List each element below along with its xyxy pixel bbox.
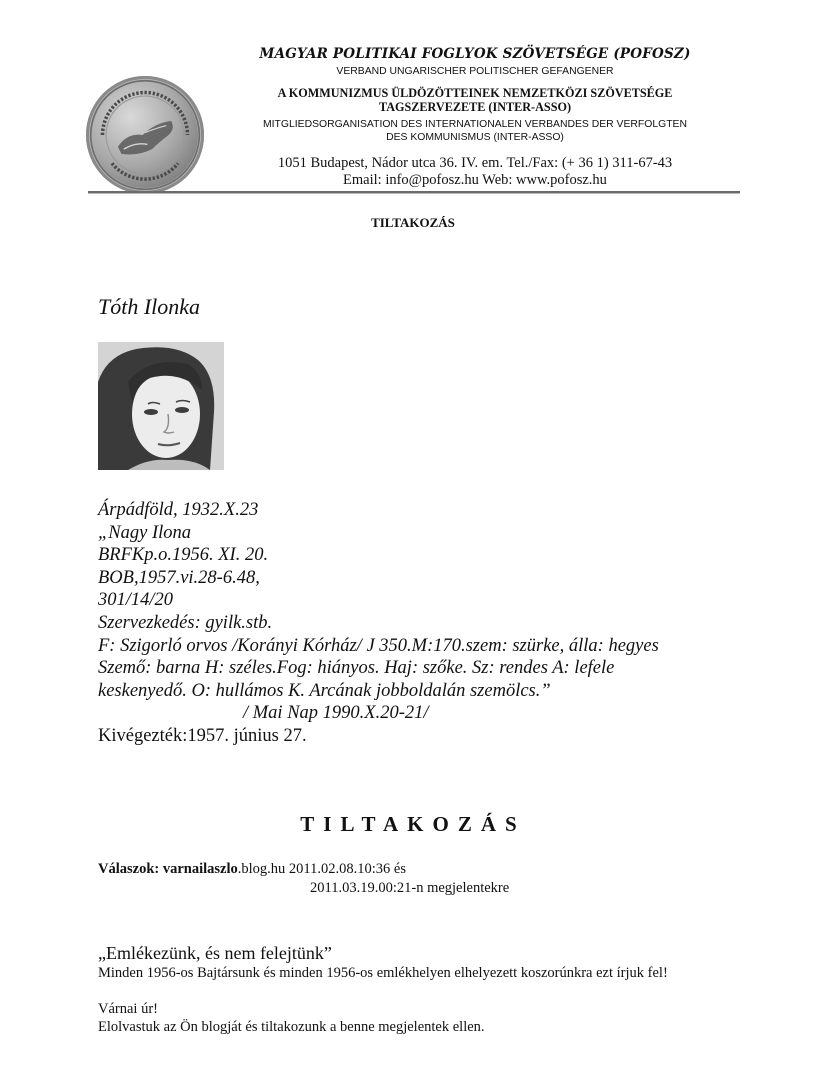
- postal-address: 1051 Budapest, Nádor utca 36. IV. em. Tel./Fax: (+ 36 1) 311-67-43: [277, 155, 673, 171]
- pofosz-seal-emblem: [86, 76, 204, 194]
- inter-asso-hungarian-line2: TAGSZERVEZETE (INTER-ASSO): [378, 100, 572, 114]
- inter-asso-german: [210, 119, 740, 144]
- paragraph-protest: Elolvastuk az Ön blogját és tiltakozunk a benne megjelentek ellen.: [98, 1019, 485, 1035]
- record-line: BRFKp.o.1956. XI. 20.: [98, 545, 269, 566]
- record-line: 301/14/20: [98, 590, 174, 611]
- execution-date: Kivégezték:1957. június 27.: [98, 725, 307, 746]
- record-line: F: Szigorló orvos /Korányi Kórház/ J 350.M:170.szem: szürke, álla: hegyes: [98, 635, 659, 656]
- record-line: keskenyedő. O: hullámos K. Arcának jobboldalán szemölcs.”: [98, 680, 551, 701]
- contact-block: [210, 155, 740, 188]
- document-title: TILTAKOZÁS: [371, 215, 455, 230]
- protest-heading: TILTAKOZÁS: [300, 812, 526, 836]
- answers-label: Válaszok:: [98, 861, 160, 877]
- org-name-german: VERBAND UNGARISCHER POLITISCHER GEFANGENER: [336, 66, 614, 77]
- paragraph-wreath: Minden 1956-os Bajtársunk és minden 1956-os emlékhelyen elhelyezett koszorúnkra ezt írjuk fel!: [98, 965, 668, 981]
- record-line: Szemő: barna H: széles.Fog: hiányos. Haj: szőke. Sz: rendes A: lefele: [98, 658, 615, 679]
- inter-asso-german-line2: DES KOMMUNISMUS (INTER-ASSO): [386, 131, 564, 143]
- answers-reference: [98, 860, 509, 898]
- inter-asso-german-line1: MITGLIEDSORGANISATION DES INTERNATIONALEN VERBANDES DER VERFOLGTEN: [263, 119, 687, 130]
- portrait-photo: [98, 342, 224, 470]
- blog-name: varnailaszlo: [162, 861, 238, 877]
- record-line: „Nagy Ilona: [98, 522, 192, 543]
- blog-domain-date: .blog.hu 2011.02.08.10:36 és: [237, 861, 407, 877]
- record-line: BOB,1957.vi.28-6.48,: [98, 567, 260, 588]
- prisoner-record: [98, 499, 659, 748]
- record-source: / Mai Nap 1990.X.20-21/: [243, 703, 429, 724]
- salutation: Várnai úr!: [98, 1001, 158, 1017]
- letterhead-divider: [88, 191, 740, 194]
- record-line: Szervezkedés: gyilk.stb.: [98, 612, 273, 633]
- answers-line2: 2011.03.19.00:21-n megjelentekre: [310, 880, 510, 896]
- spacer: [98, 982, 738, 1000]
- inter-asso-hungarian: [210, 86, 740, 114]
- answers-line1: [98, 860, 509, 879]
- seal-graphic: [86, 76, 204, 194]
- email-web: Email: info@pofosz.hu Web: www.pofosz.hu: [343, 171, 607, 188]
- motto: „Emlékezünk, és nem felejtünk”: [98, 943, 332, 963]
- record-line: Árpádföld, 1932.X.23: [98, 500, 259, 520]
- person-name: Tóth Ilonka: [98, 294, 201, 319]
- inter-asso-hungarian-line1: A KOMMUNIZMUS ÜLDÖZÖTTEINEK NEMZETKÖZI SZÖVETSÉGE: [277, 86, 673, 100]
- portrait-graphic: [98, 342, 224, 470]
- letter-body: [98, 942, 738, 1036]
- org-name-hungarian: MAGYAR POLITIKAI FOGLYOK SZÖVETSÉGE (POFOSZ): [259, 46, 691, 62]
